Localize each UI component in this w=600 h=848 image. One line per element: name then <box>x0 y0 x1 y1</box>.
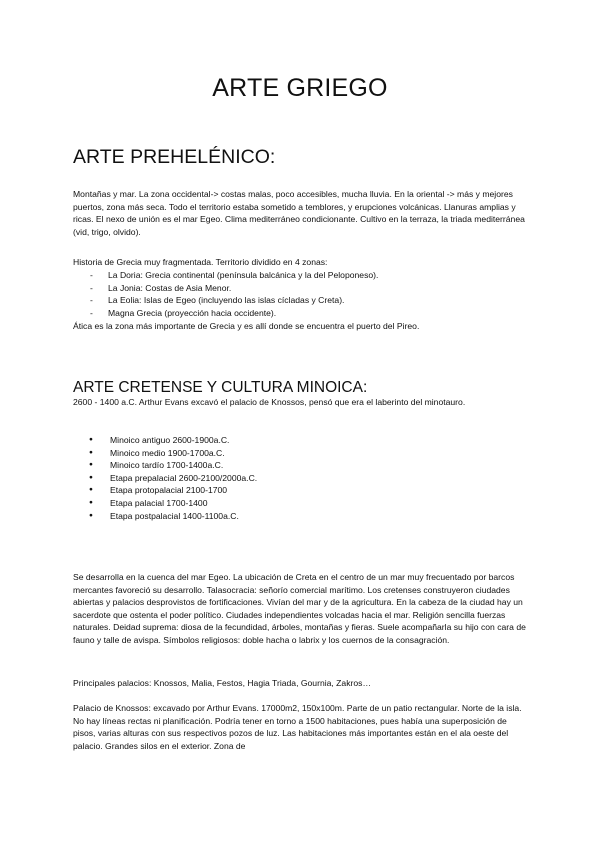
paragraph-dates: 2600 - 1400 a.C. Arthur Evans excavó el palacio de Knossos, pensó que era el laberinto del minotauro. <box>73 397 466 407</box>
list-item: ● Etapa protopalacial 2100-1700 <box>73 484 257 497</box>
list-item: ● Minoico antiguo 2600-1900a.C. <box>73 434 257 447</box>
paragraph-development: Se desarrolla en la cuenca del mar Egeo. La ubicación de Creta en el centro de un mar muy frecuentado por barcos mercantes favoreció su desarrollo. Talasocracia: señorío comercial marítimo. Los cretenses construyeron ciudades abiertas y palacios desprovistos de fortificaciones. Vivían del mar y de la agricultura. En la cabeza de la ciudad hay un sacerdote que ostenta el poder político. Ciudades independientes volcadas hacia el mar. Religión sencilla fuerzas naturales. Deidad suprema: diosa de la fecundidad, árboles, montañas y fieras. Suele acompañarla su hijo con cara de fauno y talle de avispa. Símbolos religiosos: doble hacha o labrix y los cuernos de la consagración. <box>73 572 526 645</box>
paragraph-atica: Ática es la zona más importante de Grecia y es allí donde se encuentra el puerto del Pireo. <box>73 321 420 331</box>
paragraph-knossos: Palacio de Knossos: excavado por Arthur Evans. 17000m2, 150x100m. Parte de un patio rectangular. Norte de la isla. No hay líneas rectas ni planificación. Podría tener en torno a 1500 habitaciones, pues había una superposición de pisos, varias alturas con sus respectivos pozos de luz. Las habitaciones más importantes están en el ala oeste del palacio. Grandes silos en el exterior. Zona de <box>73 703 522 751</box>
list-item: ● Etapa palacial 1700-1400 <box>73 497 257 510</box>
document-title: ARTE GRIEGO <box>212 74 388 102</box>
paragraph-history: Historia de Grecia muy fragmentada. Territorio dividido en 4 zonas: <box>73 257 328 267</box>
list-item: ● Etapa postpalacial 1400-1100a.C. <box>73 510 257 523</box>
section-heading-prehelenico: ARTE PREHELÉNICO: <box>73 146 276 168</box>
zones-list <box>73 269 378 319</box>
section-heading-cretense: ARTE CRETENSE Y CULTURA MINOICA: <box>73 379 368 396</box>
paragraph-geography: Montañas y mar. La zona occidental-> costas malas, poco accesibles, mucha lluvia. En la oriental -> más y mejores puertos, zona más seca. Todo el territorio estaba sometido a temblores, y erupciones volcánicas. Llanuras amplias y ricas. El nexo de unión es el mar Egeo. Clima mediterráneo condicionante. Cultivo en la terraza, la triada mediterránea (vid, trigo, olvido). <box>73 189 525 237</box>
list-item: ● Minoico tardío 1700-1400a.C. <box>73 459 257 472</box>
list-item: - La Jonia: Costas de Asia Menor. <box>73 282 378 295</box>
list-item: ● Etapa prepalacial 2600-2100/2000a.C. <box>73 472 257 485</box>
periods-list <box>73 434 257 522</box>
list-item: - Magna Grecia (proyección hacia occidente). <box>73 307 378 320</box>
paragraph-palaces: Principales palacios: Knossos, Malia, Festos, Hagia Triada, Gournia, Zakros… <box>73 678 372 688</box>
list-item: - La Eolia: Islas de Egeo (incluyendo las islas cícladas y Creta). <box>73 294 378 307</box>
list-item: ● Minoico medio 1900-1700a.C. <box>73 447 257 460</box>
list-item: - La Doria: Grecia continental (península balcánica y la del Peloponeso). <box>73 269 378 282</box>
